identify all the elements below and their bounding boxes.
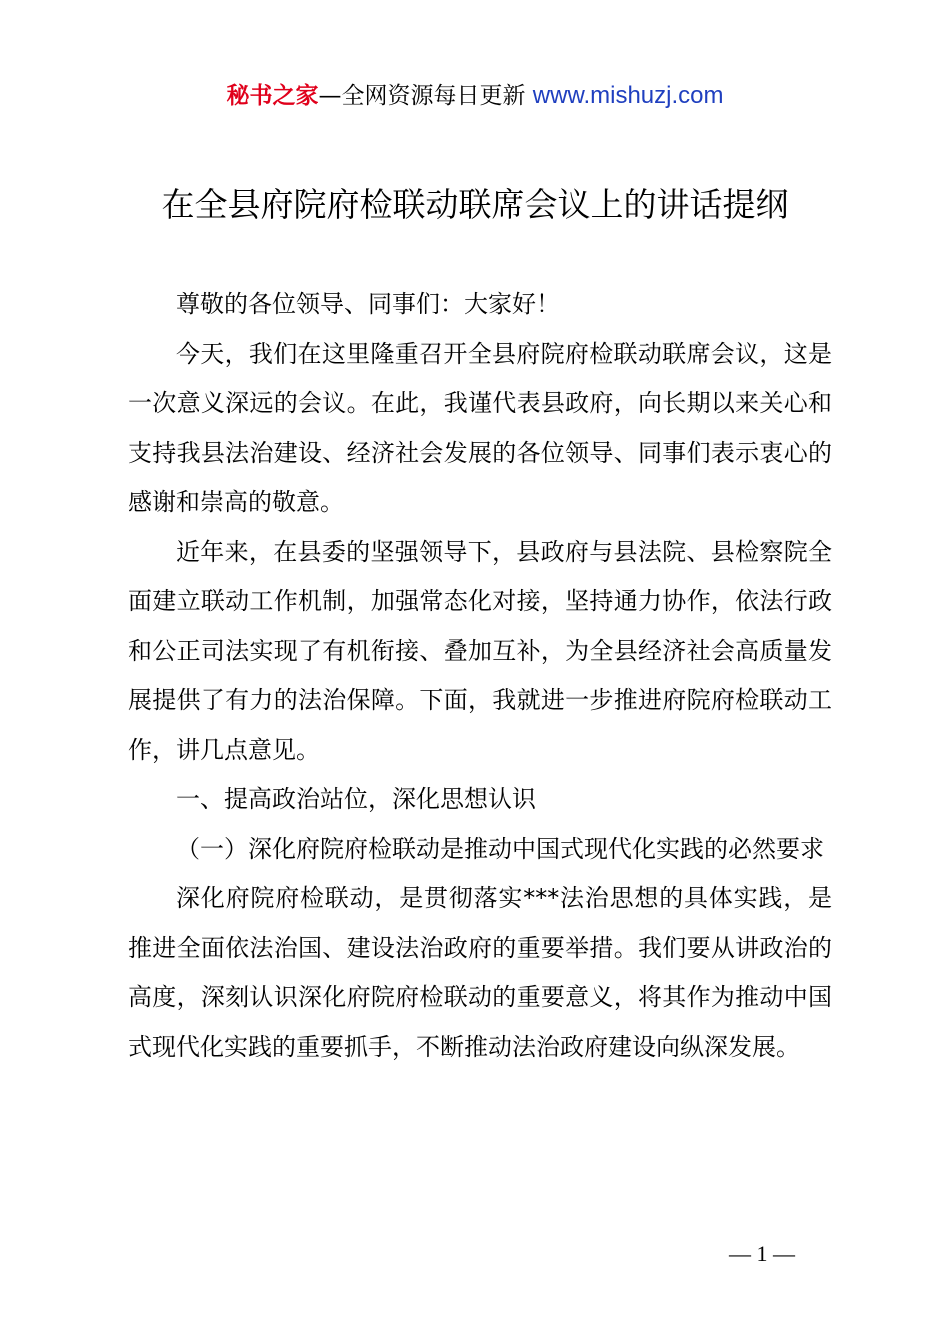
site-tagline: —全网资源每日更新 (318, 83, 533, 109)
site-url-link[interactable]: www.mishuzj.com (532, 82, 724, 109)
document-title: 在全县府院府检联动联席会议上的讲话提纲 (161, 185, 789, 224)
section-heading: 一、提高政治站位，深化思想认识 (176, 785, 536, 813)
subsection-heading: （一）深化府院府检联动是推动中国式现代化实践的必然要求 (176, 834, 824, 863)
page-number: — 1 — (729, 1241, 795, 1266)
greeting-paragraph: 尊敬的各位领导、同事们：大家好！ (176, 290, 560, 318)
body-paragraph: 深化府院府检联动，是贯彻落实***法治思想的具体实践，是推进全面依法治国、建设法治政府的重要举措。我们要从讲政治的高度，深刻认识深化府院府检联动的重要意义，将其作为推动中国式现代化实践的重要抓手，不断推动法治政府建设向纵深发展。 (128, 884, 832, 1061)
body-paragraph: 今天，我们在这里隆重召开全县府院府检联动联席会议，这是一次意义深远的会议。在此，我谨代表县政府，向长期以来关心和支持我县法治建设、经济社会发展的各位领导、同事们表示衷心的感谢和崇高的敬意。 (128, 339, 832, 516)
body-paragraph: 近年来，在县委的坚强领导下，县政府与县法院、县检察院全面建立联动工作机制，加强常态化对接，坚持通力协作，依法行政和公正司法实现了有机衔接、叠加互补，为全县经济社会高质量发展提供了有力的法治保障。下面，我就进一步推进府院府检联动工作，讲几点意见。 (128, 537, 832, 764)
site-banner (0, 80, 950, 112)
site-brand: 秘书之家 (226, 83, 319, 109)
document-body (128, 280, 832, 1072)
